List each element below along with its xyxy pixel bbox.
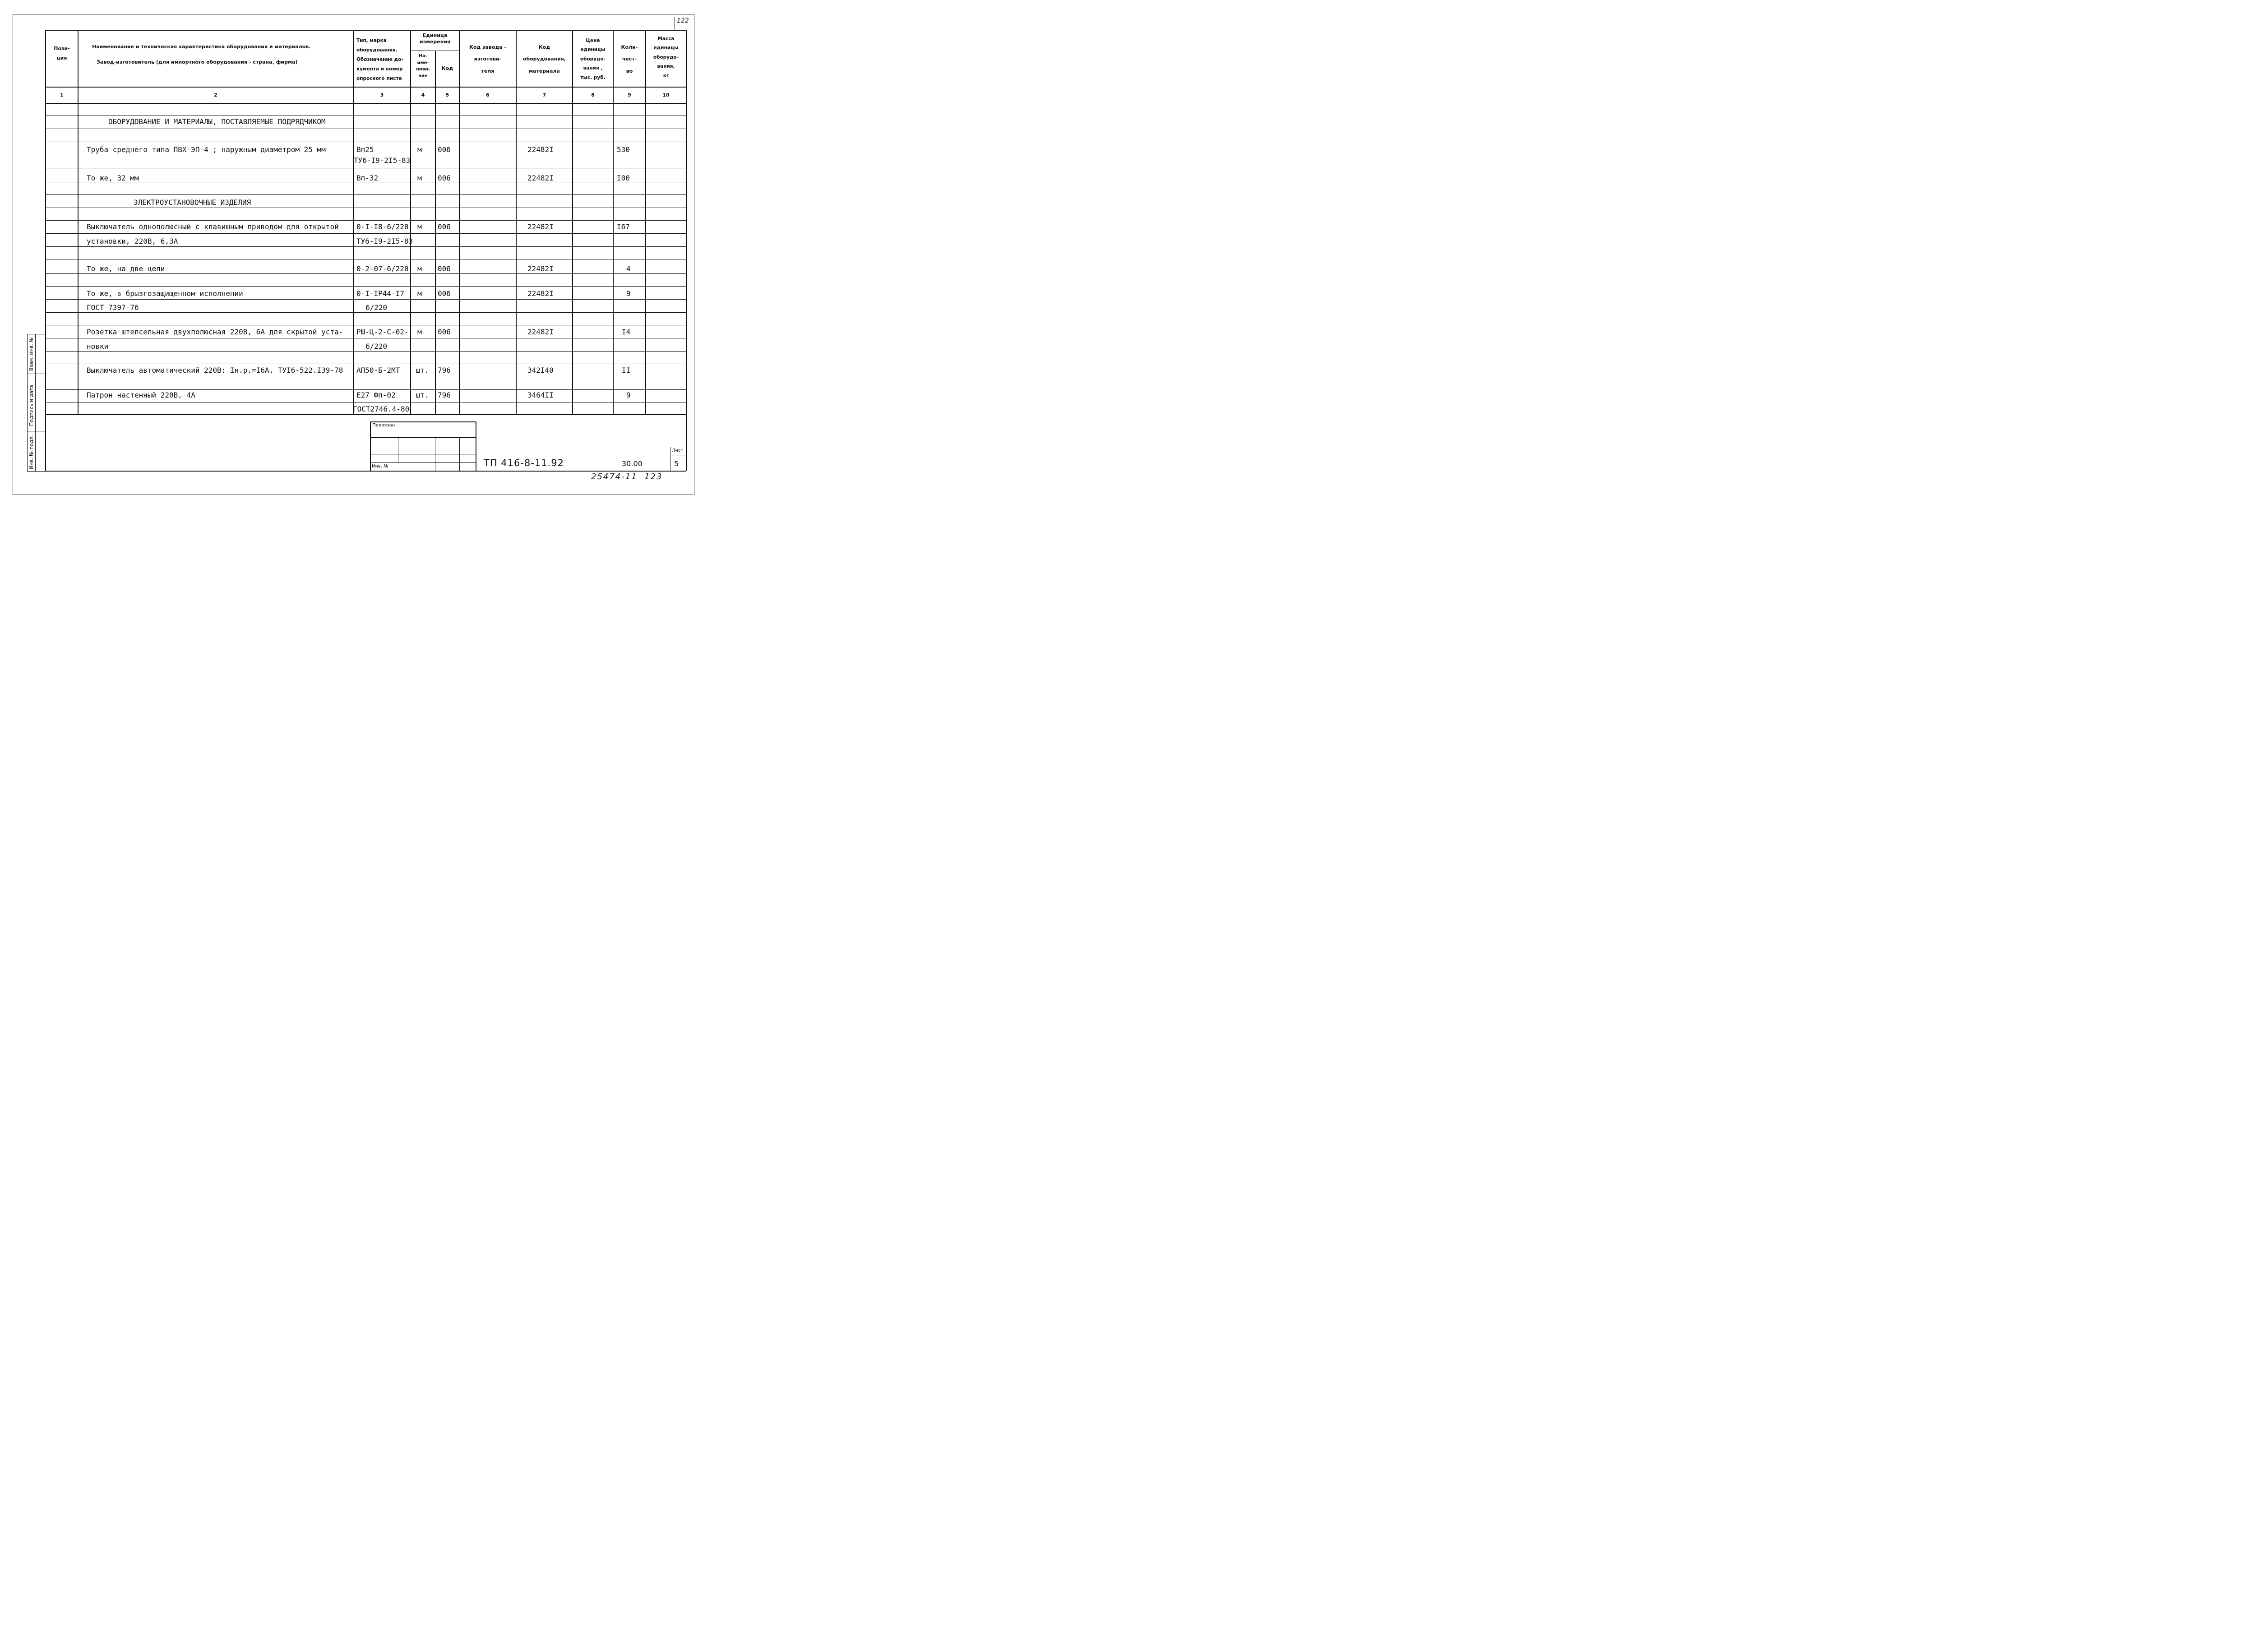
row7-name: Выключатель автоматический 220В: Iн.р.=I6А, ТУI6-522.I39-78 <box>87 366 343 375</box>
row8-quantity: 9 <box>626 391 631 399</box>
header-col1-position: Пози- ция <box>54 46 70 61</box>
row3-material-code: 22482I <box>527 222 554 231</box>
row2-unit: м <box>417 174 422 182</box>
row4-name: То же, на две цепи <box>87 264 165 273</box>
stamp-list-label: Лист <box>672 448 684 453</box>
header-col8-price: Цена единицы оборудо- вания , тыс. руб. <box>580 38 606 80</box>
row2-unit-code: 006 <box>438 174 451 182</box>
row2-name: То же, 32 мм <box>87 174 139 182</box>
row1-name: Труба среднего типа ПВХ-ЭП-4 ; наружным диаметром 25 мм <box>87 145 326 154</box>
sidebar-label-original-inv: Инв. № подл. <box>28 435 34 469</box>
row3-quantity: I67 <box>617 222 630 231</box>
row4-material-code: 22482I <box>527 264 554 273</box>
column-number-1: 1 <box>60 92 64 98</box>
row1-doc: ТУ6-I9-2I5-83 <box>354 156 411 165</box>
column-number-8: 8 <box>591 92 595 98</box>
row8-unit: шт. <box>416 391 429 399</box>
row6-name-line1: Розетка штепсельная двухполюсная 220В, 6А для скрытой уста- <box>87 328 343 336</box>
bottom-archive-number: 25474-11 123 <box>591 472 663 481</box>
row2-material-code: 22482I <box>527 174 554 182</box>
row3-doc: ТУ6-I9-2I5-83 <box>356 237 413 245</box>
column-number-5: 5 <box>445 92 449 98</box>
header-col9-quantity: Коли- чест- во <box>621 44 638 74</box>
row5-name-line2: ГОСТ 7397-76 <box>87 303 139 312</box>
header-unit-group: Единица измерения <box>419 32 451 45</box>
row6-material-code: 22482I <box>527 328 554 336</box>
section-heading-contractor: ОБОРУДОВАНИЕ И МАТЕРИАЛЫ, ПОСТАВЛЯЕМЫЕ ПОДРЯДЧИКОМ <box>108 117 326 126</box>
row8-type: Е27 Фп-02 <box>356 391 396 399</box>
stamp-list-number: 5 <box>674 459 679 468</box>
header-col4-unit-name: На- име- нова- ние <box>416 54 430 79</box>
row3-type: 0-I-I8-6/220 <box>356 222 409 231</box>
row1-material-code: 22482I <box>527 145 554 154</box>
row2-quantity: I00 <box>617 174 630 182</box>
column-number-4: 4 <box>421 92 425 98</box>
header-col2-line1: Наименование и техническая характеристика оборудования и материалов. <box>92 44 311 50</box>
row5-unit-code: 006 <box>438 289 451 298</box>
header-col7-equipment-code: Код оборудования, материала <box>522 44 566 74</box>
stamp-inv-no: Инв. № <box>372 464 388 469</box>
row6-quantity: I4 <box>622 328 631 336</box>
row5-type-line2: 6/220 <box>365 303 388 312</box>
column-number-6: 6 <box>486 92 490 98</box>
stamp-sheet-code: 30.00 <box>622 459 643 468</box>
row1-quantity: 530 <box>617 145 630 154</box>
row4-type: 0-2-07-6/220 <box>356 264 409 273</box>
row8-doc: ГОСТ2746.4-80 <box>353 405 410 413</box>
row3-unit: м <box>417 222 422 231</box>
row1-unit: м <box>417 145 422 154</box>
row8-material-code: 3464II <box>527 391 554 399</box>
page-number-top: 122 <box>677 17 689 24</box>
row5-unit: м <box>417 289 422 298</box>
row4-unit-code: 006 <box>438 264 451 273</box>
row3-unit-code: 006 <box>438 222 451 231</box>
row6-unit-code: 006 <box>438 328 451 336</box>
header-col2-line2: Завод-изготовитель (для импортного оборудования - страна, фирма) <box>97 59 298 65</box>
row8-unit-code: 796 <box>438 391 451 399</box>
row7-type: АП50-Б-2МТ <box>356 366 400 375</box>
row7-material-code: 342I40 <box>527 366 554 375</box>
row5-quantity: 9 <box>626 289 631 298</box>
row7-unit: шт. <box>416 366 429 375</box>
row1-type: Вп25 <box>356 145 374 154</box>
row5-material-code: 22482I <box>527 289 554 298</box>
row6-unit: м <box>417 328 422 336</box>
stamp-doc-code: ТП 416-8-11.92 <box>484 458 564 468</box>
column-number-7: 7 <box>542 92 546 98</box>
row6-type-line2: 6/220 <box>365 342 388 351</box>
sidebar-label-signature-date: Подпись и дата <box>28 384 34 426</box>
row6-type-line1: РШ-Ц-2-С-02- <box>356 328 409 336</box>
header-col6-factory-code: Код завода - изготови- теля <box>469 44 507 74</box>
row6-name-line2: новки <box>87 342 109 351</box>
section-heading-electrical: ЭЛЕКТРОУСТАНОВОЧНЫЕ ИЗДЕЛИЯ <box>134 198 251 207</box>
row4-unit: м <box>417 264 422 273</box>
row3-name-line1: Выключатель однополюсный с клавишным приводом для открытой <box>87 222 339 231</box>
row7-unit-code: 796 <box>438 366 451 375</box>
row5-type-line1: 0-I-IP44-I7 <box>356 289 404 298</box>
column-number-9: 9 <box>628 92 631 98</box>
row7-quantity: II <box>622 366 631 375</box>
header-col10-mass: Масса единицы оборудо- вания, кг <box>653 36 679 79</box>
row1-unit-code: 006 <box>438 145 451 154</box>
row8-name: Патрон настенный 220В, 4А <box>87 391 195 399</box>
row3-name-line2: установки, 220В, 6,3А <box>87 237 178 245</box>
row5-name-line1: То же, в брызгозащищенном исполнении <box>87 289 243 298</box>
column-number-3: 3 <box>380 92 384 98</box>
column-number-2: 2 <box>214 92 217 98</box>
header-col3-type: Тип, марка оборудования. Обозначение до- кумента и номер опросного листа <box>356 38 403 81</box>
stamp-privyazan: Привязан <box>372 423 395 428</box>
row4-quantity: 4 <box>626 264 631 273</box>
sidebar-label-replacement-inv: Взам. инв. № <box>28 337 34 371</box>
header-col5-unit-code: Код <box>441 65 453 71</box>
column-number-10: 10 <box>662 92 670 98</box>
row2-type: Вп-32 <box>356 174 379 182</box>
